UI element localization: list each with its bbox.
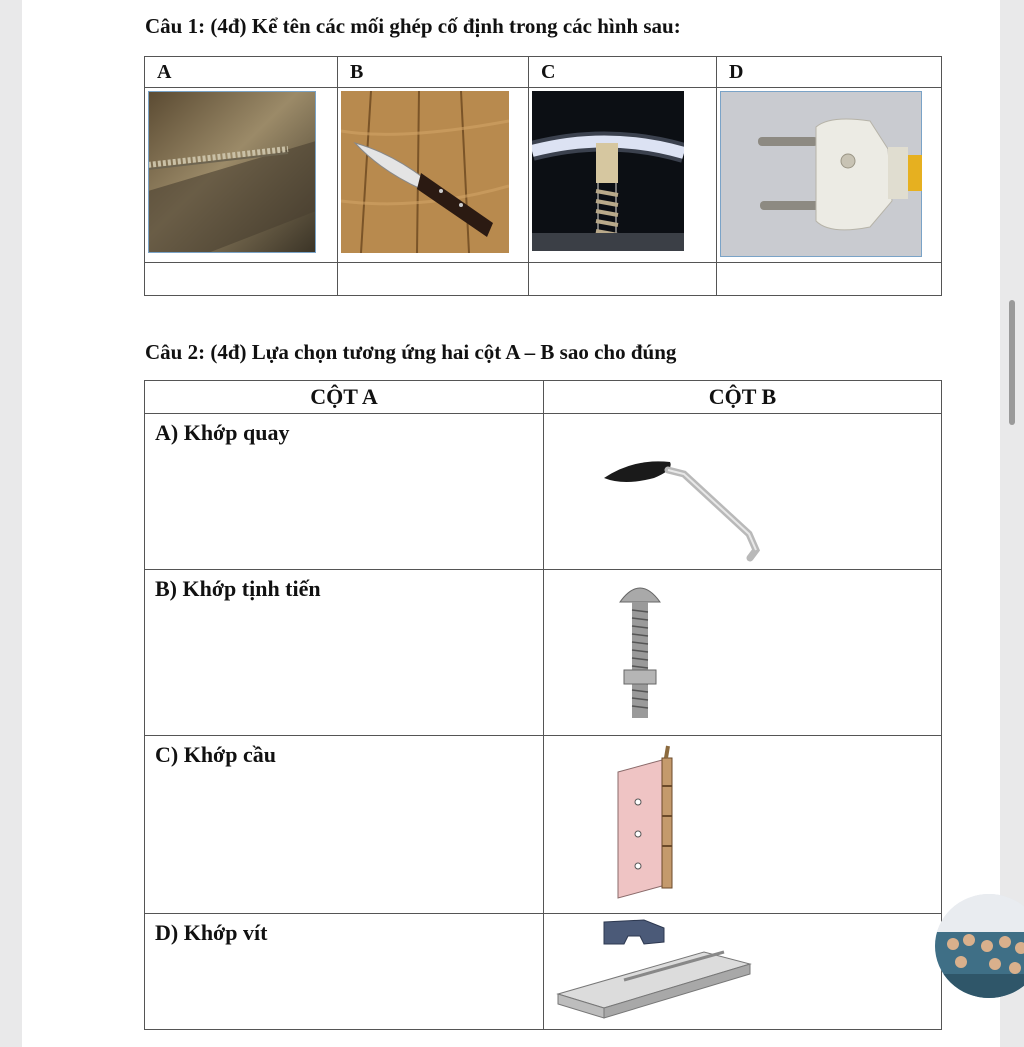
- row-image-cell-c: [544, 736, 942, 914]
- row-image-cell-b: [544, 570, 942, 736]
- answer-cell-a[interactable]: [145, 263, 338, 296]
- question-2-title: Câu 2: (4đ) Lựa chọn tương ứng hai cột A – B sao cho đúng: [145, 340, 677, 364]
- answer-cell-c[interactable]: [529, 263, 717, 296]
- column-header-d: D: [717, 57, 942, 88]
- row-image-cell-d: [544, 914, 942, 1030]
- image-cell-b: [338, 88, 529, 263]
- row-label-b: B) Khớp tịnh tiến: [145, 570, 544, 736]
- answer-cell-d[interactable]: [717, 263, 942, 296]
- question-1-title: Câu 1: (4đ) Kể tên các mối ghép cố định trong các hình sau:: [145, 14, 681, 38]
- question-1-table: [144, 56, 942, 296]
- electric-plug-photo: [720, 91, 922, 257]
- row-label-c: C) Khớp cầu: [145, 736, 544, 914]
- image-cell-c: [529, 88, 717, 263]
- weld-seam-photo: [148, 91, 316, 253]
- door-hinge-image: [544, 736, 934, 908]
- column-header-b: B: [338, 57, 529, 88]
- bolt-nut-image: [544, 570, 934, 730]
- row-image-cell-a: [544, 414, 942, 570]
- row-label-d: D) Khớp vít: [145, 914, 544, 1030]
- image-cell-d: [717, 88, 942, 263]
- slide-rail-image: [544, 914, 934, 1024]
- column-a-header: CỘT A: [145, 381, 544, 414]
- scrollbar-thumb[interactable]: [1009, 300, 1015, 425]
- row-label-a: A) Khớp quay: [145, 414, 544, 570]
- mirror-arm-image: [544, 414, 934, 564]
- column-header-a: A: [145, 57, 338, 88]
- answer-cell-b[interactable]: [338, 263, 529, 296]
- question-2-table: [144, 380, 942, 1030]
- spring-clamp-photo: [532, 91, 684, 251]
- scrollbar[interactable]: [1004, 0, 1020, 1047]
- column-header-c: C: [529, 57, 717, 88]
- image-cell-a: [145, 88, 338, 263]
- column-b-header: CỘT B: [544, 381, 942, 414]
- kitchen-knife-photo: [341, 91, 509, 253]
